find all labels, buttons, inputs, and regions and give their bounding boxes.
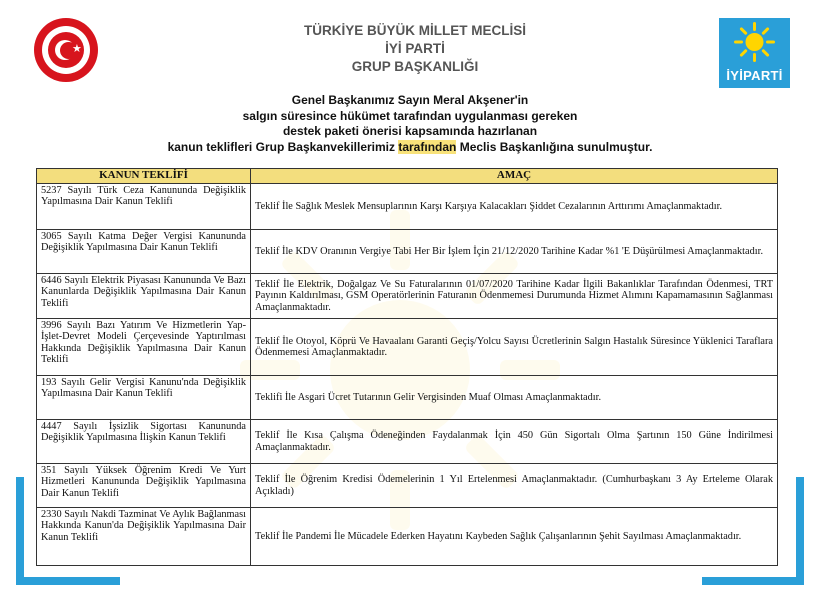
intro-line-4c: Meclis Başkanlığına sunulmuştur. — [456, 139, 653, 154]
purpose-cell: Teklif İle Elektrik, Doğalgaz Ve Su Faturalarının 01/07/2020 Tarihine Kadar İlgili Bakanlıklar Tarafından Ödenmesi, TRT Payının Kaldırılması, GSM Operatörlerinin Faturanın Ödenmemesi Durumunda Hizmet Alımını Kapamamasının Sağlanması Amaçlanmaktadır. — [251, 274, 778, 319]
table-row — [37, 274, 778, 319]
organization-title — [250, 22, 580, 76]
purpose-cell: Teklif İle KDV Oranının Vergiye Tabi Her Bir İşlem İçin 21/12/2020 Tarihine Kadar %1 'E Düşürülmesi Amaçlanmaktadır. — [251, 230, 778, 274]
law-cell: 193 Sayılı Gelir Vergisi Kanunu'nda Değişiklik Yapılmasına Dair Kanun Teklifi — [37, 376, 251, 420]
purpose-cell: Teklif İle Otoyol, Köprü Ve Havaalanı Garanti Geçiş/Yolcu Sayısı Ücretlerinin Salgın Hastalık Süresince Yüklenici Taraflara Ödenmemesi Amaçlanmaktadır. — [251, 319, 778, 376]
table-header-row — [37, 169, 778, 184]
right-bracket-horizontal — [702, 577, 804, 585]
org-title-line-2: İYİ PARTİ — [385, 41, 445, 56]
table-row — [37, 420, 778, 464]
purpose-cell: Teklif İle Pandemi İle Mücadele Ederken Hayatını Kaybeden Sağlık Çalışanlarının Şehit Sayılması Amaçlanmaktadır. — [251, 508, 778, 566]
column-header-purpose: AMAÇ — [251, 169, 778, 184]
intro-line-2: salgın süresince hükümet tarafından uygulanması gereken — [242, 108, 578, 123]
tbmm-seal-logo — [34, 18, 98, 82]
right-bracket-vertical — [796, 477, 804, 585]
left-bracket-horizontal — [16, 577, 120, 585]
purpose-cell: Teklifi İle Asgari Ücret Tutarının Gelir Vergisinden Muaf Olması Amaçlanmaktadır. — [251, 376, 778, 420]
intro-line-3: destek paketi önerisi kapsamında hazırlanan — [282, 124, 538, 138]
law-cell: 3996 Sayılı Bazı Yatırım Ve Hizmetlerin Yap-İşlet-Devret Modeli Çerçevesinde Yaptırılması Hakkında Değişiklik Yapılmasına Dair Kanun Teklifi — [37, 319, 251, 376]
law-cell: 6446 Sayılı Elektrik Piyasası Kanununda Ve Bazı Kanunlarda Değişiklik Yapılmasına Dair Kanun Teklifi — [37, 274, 251, 319]
left-bracket-vertical — [16, 477, 24, 585]
purpose-cell: Teklif İle Öğrenim Kredisi Ödemelerinin 1 Yıl Ertelenmesi Amaçlanmaktadır. (Cumhurbaşkanı 3 Ay Erteleme Olarak Açıkladı) — [251, 464, 778, 508]
purpose-cell: Teklif İle Kısa Çalışma Ödeneğinden Faydalanmak İçin 450 Gün Sigortalı Olma Şartının 150 Güne İndirilmesi Amaçlanmaktadır. — [251, 420, 778, 464]
table-row — [37, 464, 778, 508]
intro-line-4-highlight: tarafından — [398, 139, 457, 154]
intro-line-4a: kanun teklifleri Grup Başkanvekillerimiz — [167, 139, 399, 154]
law-proposals-table — [36, 168, 778, 566]
intro-paragraph — [150, 93, 670, 155]
purpose-cell: Teklif İle Sağlık Meslek Mensuplarının Karşı Karşıya Kalacakları Şiddet Cezalarının Arttırımı Amaçlanmaktadır. — [251, 184, 778, 230]
org-title-line-1: TÜRKİYE BÜYÜK MİLLET MECLİSİ — [304, 23, 526, 38]
law-cell: 2330 Sayılı Nakdi Tazminat Ve Aylık Bağlanması Hakkında Kanun'da Değişiklik Yapılmasına Dair Kanun Teklifi — [37, 508, 251, 566]
star-icon: ★ — [72, 42, 82, 55]
law-cell: 3065 Sayılı Katma Değer Vergisi Kanununda Değişiklik Yapılmasına Dair Kanun Teklifi — [37, 230, 251, 274]
intro-line-4 — [150, 140, 670, 156]
law-cell: 351 Sayılı Yüksek Öğrenim Kredi Ve Yurt Hizmetleri Kanununda Değişiklik Yapılmasına Dair Kanun Teklifi — [37, 464, 251, 508]
intro-line-1: Genel Başkanımız Sayın Meral Akşener'in — [291, 93, 529, 107]
org-title-line-3: GRUP BAŞKANLIĞI — [351, 59, 479, 74]
table-row — [37, 230, 778, 274]
table-row — [37, 508, 778, 566]
party-logo-text: İYİPARTİ — [726, 68, 783, 83]
table-row — [37, 319, 778, 376]
table-row — [37, 184, 778, 230]
iyi-party-logo — [719, 18, 790, 88]
law-cell: 4447 Sayılı İşsizlik Sigortası Kanununda Değişiklik Yapılmasına İlişkin Kanun Teklifi — [37, 420, 251, 464]
table-row — [37, 376, 778, 420]
column-header-law: KANUN TEKLİFİ — [37, 169, 251, 184]
law-cell: 5237 Sayılı Türk Ceza Kanununda Değişiklik Yapılmasına Dair Kanun Teklifi — [37, 184, 251, 230]
sun-icon — [719, 18, 790, 68]
